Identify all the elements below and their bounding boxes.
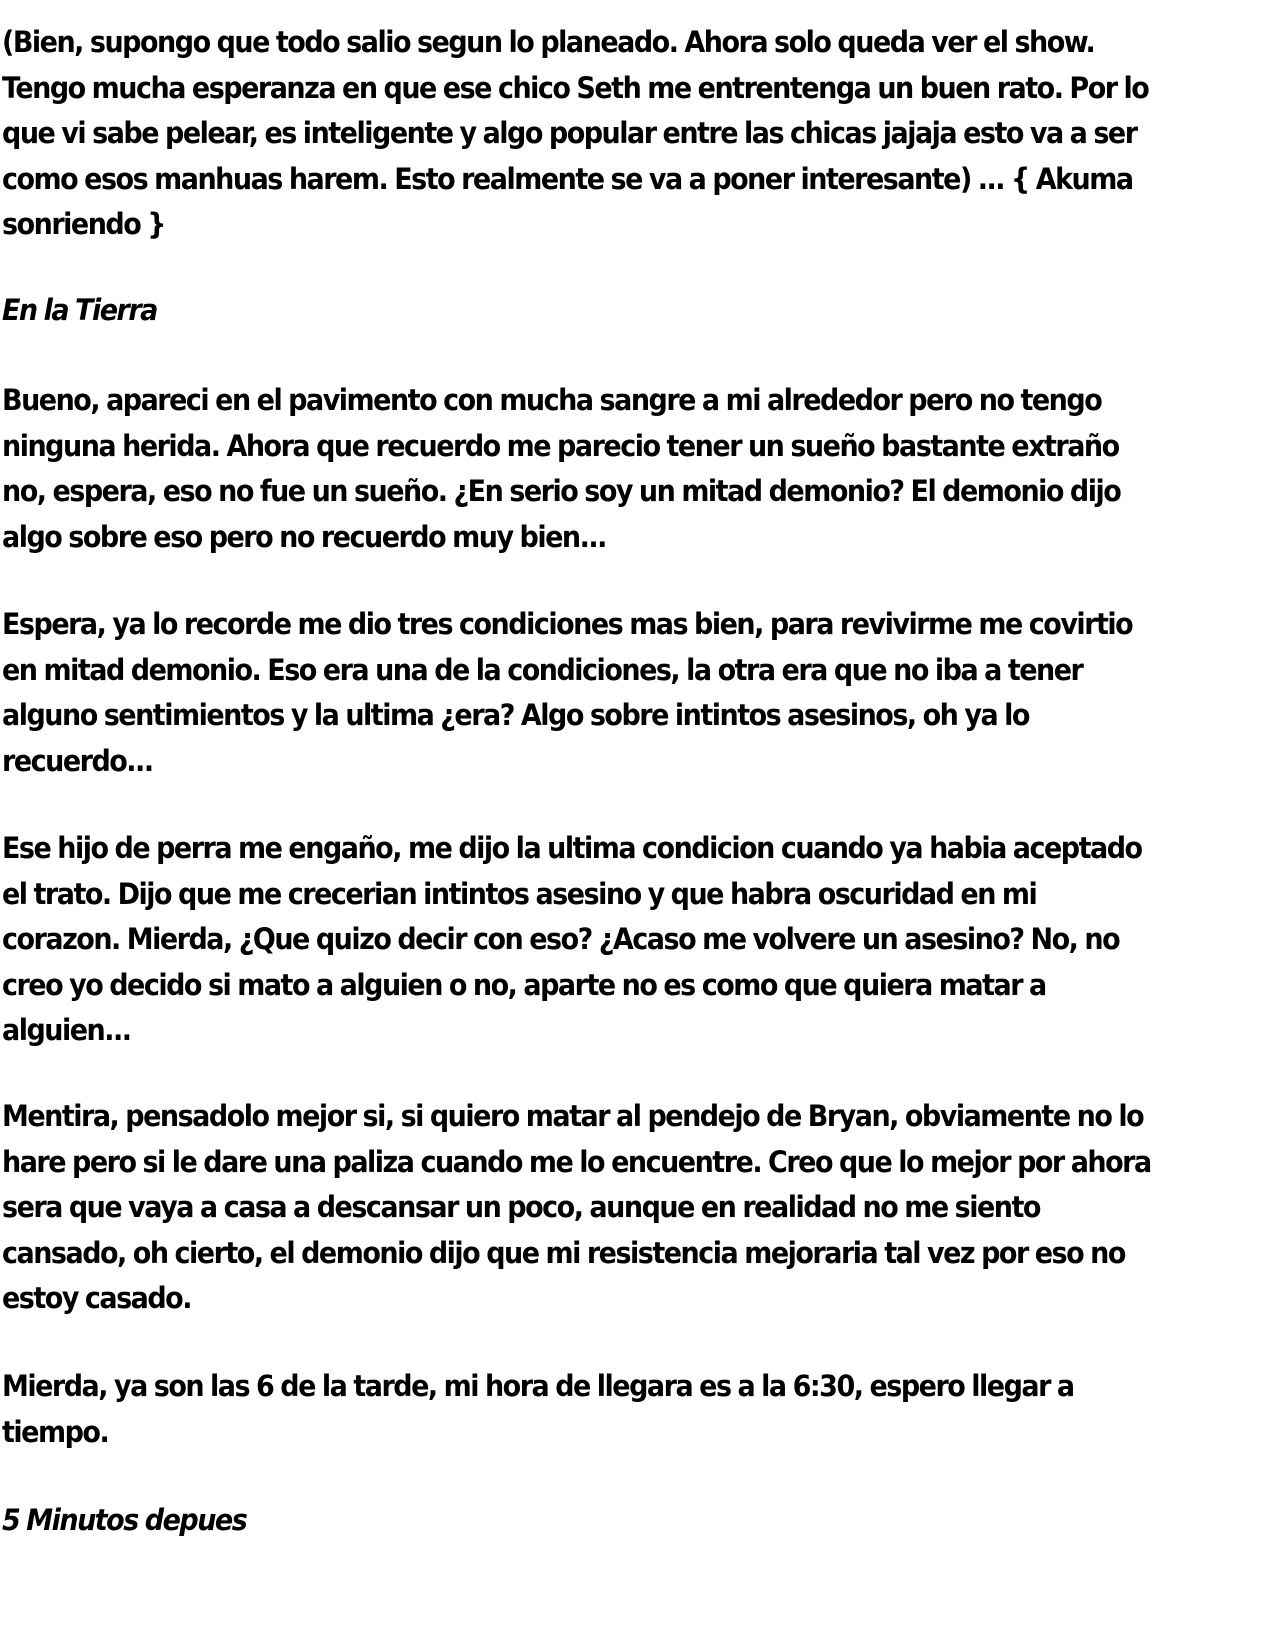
paragraph-hora: Mierda, ya son las 6 de la tarde, mi hora de llegara es a la 6:30, espero llegar a tiempo. — [2, 1369, 1074, 1449]
paragraph-mentira: Mentira, pensadolo mejor si, si quiero matar al pendejo de Bryan, obviamente no lo hare pero si le dare una paliza cuando me lo encuentre. Creo que lo mejor por ahora sera que vaya a casa a descansar un poco, aunque en realidad no me siento cansado, oh cierto, el demonio dijo que mi resistencia mejoraria tal vez por eso no estoy casado. — [2, 1099, 1151, 1315]
paragraph-engano: Ese hijo de perra me engaño, me dijo la ultima condicion cuando ya habia aceptado el trato. Dijo que me crecerian intintos asesino y que habra oscuridad en mi corazon. Mierda, ¿Que quizo decir con eso? ¿Acaso me volvere un asesino? No, no creo yo decido si mato a alguien o no, aparte no es como que quiera matar a alguien... — [2, 831, 1142, 1047]
scene-heading-en-la-tierra: En la Tierra — [2, 293, 157, 327]
paragraph-condiciones: Espera, ya lo recorde me dio tres condiciones mas bien, para revivirme me covirtio en mitad demonio. Eso era una de la condiciones, la otra era que no iba a tener alguno sentimientos y la ultima ¿era? Algo sobre intintos asesinos, oh ya lo recuerdo... — [2, 607, 1133, 778]
paragraph-pavimento: Bueno, apareci en el pavimento con mucha sangre a mi alrededor pero no tengo ninguna herida. Ahora que recuerdo me parecio tener un sueño bastante extraño no, espera, eso no fue un sueño. ¿En serio soy un mitad demonio? El demonio dijo algo sobre eso pero no recuerdo muy bien... — [2, 383, 1121, 554]
scene-heading-5-minutos: 5 Minutos depues — [2, 1503, 247, 1537]
paragraph-akuma-thoughts: (Bien, supongo que todo salio segun lo planeado. Ahora solo queda ver el show. Tengo mucha esperanza en que ese chico Seth me entrentenga un buen rato. Por lo que vi sabe pelear, es inteligente y algo popular entre las chicas jajaja esto va a ser como esos manhuas harem. Esto realmente se va a poner interesante) ... { Akuma sonriendo } — [2, 25, 1149, 241]
